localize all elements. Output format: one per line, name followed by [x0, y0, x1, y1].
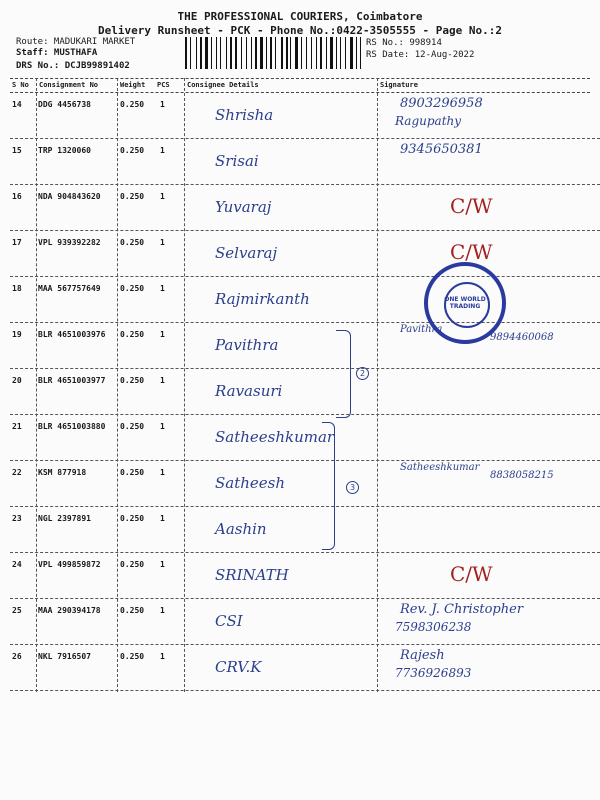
row-sno: 25: [12, 606, 22, 615]
row-consignment-no: VPL 499859872: [38, 560, 101, 569]
row-consignment-no: NGL 2397891: [38, 514, 91, 523]
row-sno: 24: [12, 560, 22, 569]
table-row: [10, 92, 600, 139]
barcode-bar: [228, 37, 229, 69]
table-row: [10, 138, 600, 185]
barcode-bar: [233, 37, 234, 69]
barcode-bar: [340, 37, 341, 69]
barcode-bar: [301, 37, 302, 69]
row-signature-line2: 7736926893: [395, 666, 472, 680]
group-mark: 2: [356, 367, 369, 380]
barcode-bar: [313, 37, 316, 69]
header-weight: Weight: [120, 81, 146, 89]
barcode-bar: [281, 37, 283, 69]
row-pcs: 1: [160, 606, 165, 615]
document-subtitle: Delivery Runsheet - PCK - Phone No.:0422-3505555 - Page No.:2: [98, 24, 502, 37]
header-consignee: Consignee Details: [187, 81, 259, 89]
barcode-bar: [241, 37, 242, 69]
row-consignment-no: BLR 4651003976: [38, 330, 106, 339]
row-consignee-handwritten: Satheeshkumar: [215, 428, 335, 446]
row-consignment-no: TRP 1320060: [38, 146, 91, 155]
row-sno: 21: [12, 422, 22, 431]
row-consignee-handwritten: CRV.K: [215, 658, 262, 676]
barcode-bar: [326, 37, 327, 69]
row-consignment-no: MAA 567757649: [38, 284, 101, 293]
barcode-bar: [200, 37, 202, 69]
barcode-bar: [253, 37, 254, 69]
barcode-bar: [266, 37, 267, 69]
row-signature-line2: 7598306238: [395, 620, 472, 634]
barcode-bar: [308, 37, 310, 69]
barcode-bar: [345, 37, 346, 69]
barcode-bar: [316, 37, 317, 69]
row-consignment-no: DDG 4456738: [38, 100, 91, 109]
barcode-bar: [290, 37, 291, 69]
barcode-bar: [213, 37, 215, 69]
row-sno: 17: [12, 238, 22, 247]
barcode-bar: [258, 37, 259, 69]
barcode-bar: [286, 37, 288, 69]
barcode-bar: [275, 37, 276, 69]
barcode-bar: [270, 37, 272, 69]
row-signature-line2: 8838058215: [490, 470, 554, 481]
row-sno: 18: [12, 284, 22, 293]
row-consignee-handwritten: Satheesh: [215, 474, 286, 492]
barcode-bar: [318, 37, 319, 69]
row-signature-line1: 8903296958: [400, 96, 483, 111]
row-pcs: 1: [160, 468, 165, 477]
row-consignee-handwritten: CSI: [215, 612, 243, 630]
group-bracket: [336, 330, 351, 418]
row-pcs: 1: [160, 560, 165, 569]
group-bracket: [322, 422, 335, 550]
barcode-bar: [260, 37, 263, 69]
row-weight: 0.250: [120, 514, 145, 523]
barcode-bar: [230, 37, 232, 69]
row-pcs: 1: [160, 652, 165, 661]
table-row: [10, 230, 600, 277]
row-signature-line1: 9345650381: [400, 142, 483, 157]
barcode-bar: [354, 37, 355, 69]
row-weight: 0.250: [120, 284, 145, 293]
route-label: Route: MADUKARI MARKET: [16, 37, 136, 47]
group-mark: 3: [346, 481, 359, 494]
row-weight: 0.250: [120, 376, 145, 385]
barcode-bar: [306, 37, 307, 69]
barcode-bar: [264, 37, 266, 69]
table-row: [10, 506, 600, 553]
barcode-bar: [197, 37, 199, 69]
barcode-bar: [356, 37, 357, 69]
barcode-bar: [185, 37, 187, 69]
barcode-bar: [323, 37, 325, 69]
barcode-bar: [334, 37, 335, 69]
row-sno: 23: [12, 514, 22, 523]
row-pcs: 1: [160, 514, 165, 523]
barcode-bar: [203, 37, 204, 69]
row-consignee-handwritten: Pavithra: [215, 336, 279, 354]
row-pcs: 1: [160, 100, 165, 109]
row-weight: 0.250: [120, 422, 145, 431]
barcode-bar: [292, 37, 294, 69]
row-consignment-no: KSM 877918: [38, 468, 87, 477]
table-row: [10, 184, 600, 231]
table-row: [10, 552, 600, 599]
row-pcs: 1: [160, 238, 165, 247]
barcode-bar: [299, 37, 300, 69]
barcode-bar: [248, 37, 250, 69]
barcode-bar: [295, 37, 298, 69]
row-consignee-handwritten: Aashin: [215, 520, 267, 538]
row-signature-line1: Pavithra: [400, 324, 443, 335]
barcode-bar: [188, 37, 189, 69]
row-consignment-no: VPL 939392282: [38, 238, 101, 247]
row-pcs: 1: [160, 422, 165, 431]
barcode-bar: [338, 37, 339, 69]
row-sno: 20: [12, 376, 22, 385]
barcode-bar: [362, 37, 363, 69]
barcode-bar: [238, 37, 240, 69]
row-weight: 0.250: [120, 468, 145, 477]
row-consignee-handwritten: Ravasuri: [215, 382, 283, 400]
barcode-bar: [350, 37, 353, 69]
row-consignee-handwritten: Srisai: [215, 152, 259, 170]
barcode-bar: [320, 37, 322, 69]
row-consignee-handwritten: SRINATH: [215, 566, 289, 584]
barcode-bar: [226, 37, 227, 69]
delivery-stamp: [424, 262, 506, 344]
row-signature-line1: Rajesh: [400, 648, 445, 663]
rs-date: RS Date: 12-Aug-2022: [366, 50, 475, 60]
barcode-bar: [347, 37, 349, 69]
row-weight: 0.250: [120, 560, 145, 569]
row-consignee-handwritten: Selvaraj: [215, 244, 278, 262]
row-signature-line1: C/W: [450, 240, 493, 264]
row-consignment-no: BLR 4651003977: [38, 376, 106, 385]
row-weight: 0.250: [120, 652, 145, 661]
barcode-bar: [243, 37, 246, 69]
barcode-bar: [220, 37, 222, 69]
barcode-bar: [192, 37, 195, 69]
table-row: [10, 460, 600, 507]
table-row: [10, 322, 600, 369]
row-sno: 15: [12, 146, 22, 155]
row-consignment-no: NKL 7916507: [38, 652, 91, 661]
barcode: [185, 37, 363, 69]
header-consignment: Consignment No: [39, 81, 99, 89]
barcode-bar: [342, 37, 344, 69]
barcode-bar: [211, 37, 212, 69]
row-sno: 22: [12, 468, 22, 477]
row-consignment-no: NDA 904843620: [38, 192, 101, 201]
barcode-bar: [311, 37, 312, 69]
barcode-bar: [251, 37, 252, 69]
row-signature-line1: C/W: [450, 562, 493, 586]
barcode-bar: [360, 37, 361, 69]
barcode-bar: [235, 37, 237, 69]
table-top-border: [10, 78, 590, 79]
drs-label: DRS No.: DCJB99891402: [16, 61, 130, 71]
row-sno: 16: [12, 192, 22, 201]
barcode-bar: [358, 37, 360, 69]
header-signature: Signature: [380, 81, 418, 89]
row-consignment-no: MAA 290394178: [38, 606, 101, 615]
stamp-text: ONE WORLD TRADING: [444, 296, 486, 310]
row-signature-line1: Rev. J. Christopher: [400, 602, 524, 617]
row-pcs: 1: [160, 284, 165, 293]
row-weight: 0.250: [120, 238, 145, 247]
barcode-bar: [218, 37, 219, 69]
barcode-bar: [205, 37, 208, 69]
table-row: [10, 598, 600, 645]
barcode-bar: [190, 37, 191, 69]
barcode-bar: [246, 37, 247, 69]
row-pcs: 1: [160, 330, 165, 339]
barcode-bar: [277, 37, 280, 69]
barcode-bar: [209, 37, 210, 69]
row-signature-line1: C/W: [450, 194, 493, 218]
row-weight: 0.250: [120, 100, 145, 109]
barcode-bar: [196, 37, 197, 69]
row-consignee-handwritten: Yuvaraj: [215, 198, 272, 216]
row-weight: 0.250: [120, 606, 145, 615]
row-consignee-handwritten: Rajmirkanth: [215, 290, 310, 308]
barcode-bar: [303, 37, 305, 69]
barcode-bar: [216, 37, 217, 69]
barcode-bar: [273, 37, 274, 69]
staff-label: Staff: MUSTHAFA: [16, 48, 98, 58]
barcode-bar: [336, 37, 338, 69]
rs-number: RS No.: 998914: [366, 38, 442, 48]
row-signature-line2: 9894460068: [490, 332, 554, 343]
header-sno: S No: [12, 81, 29, 89]
row-signature-line2: Ragupathy: [395, 114, 462, 128]
barcode-bar: [268, 37, 269, 69]
barcode-bar: [289, 37, 290, 69]
table-row: [10, 644, 600, 691]
row-consignee-handwritten: Shrisha: [215, 106, 274, 124]
barcode-bar: [222, 37, 225, 69]
document-title: THE PROFESSIONAL COURIERS, Coimbatore: [177, 10, 423, 23]
row-sno: 19: [12, 330, 22, 339]
row-signature-line1: Satheeshkumar: [400, 462, 480, 473]
row-pcs: 1: [160, 146, 165, 155]
row-pcs: 1: [160, 376, 165, 385]
row-consignment-no: BLR 4651003880: [38, 422, 106, 431]
row-sno: 14: [12, 100, 22, 109]
row-weight: 0.250: [120, 146, 145, 155]
barcode-bar: [255, 37, 257, 69]
barcode-bar: [330, 37, 333, 69]
row-pcs: 1: [160, 192, 165, 201]
row-weight: 0.250: [120, 330, 145, 339]
row-sno: 26: [12, 652, 22, 661]
table-row: [10, 368, 600, 415]
table-row: [10, 414, 600, 461]
header-pcs: PCS: [157, 81, 170, 89]
row-weight: 0.250: [120, 192, 145, 201]
barcode-bar: [328, 37, 329, 69]
table-row: [10, 276, 600, 323]
barcode-bar: [284, 37, 285, 69]
